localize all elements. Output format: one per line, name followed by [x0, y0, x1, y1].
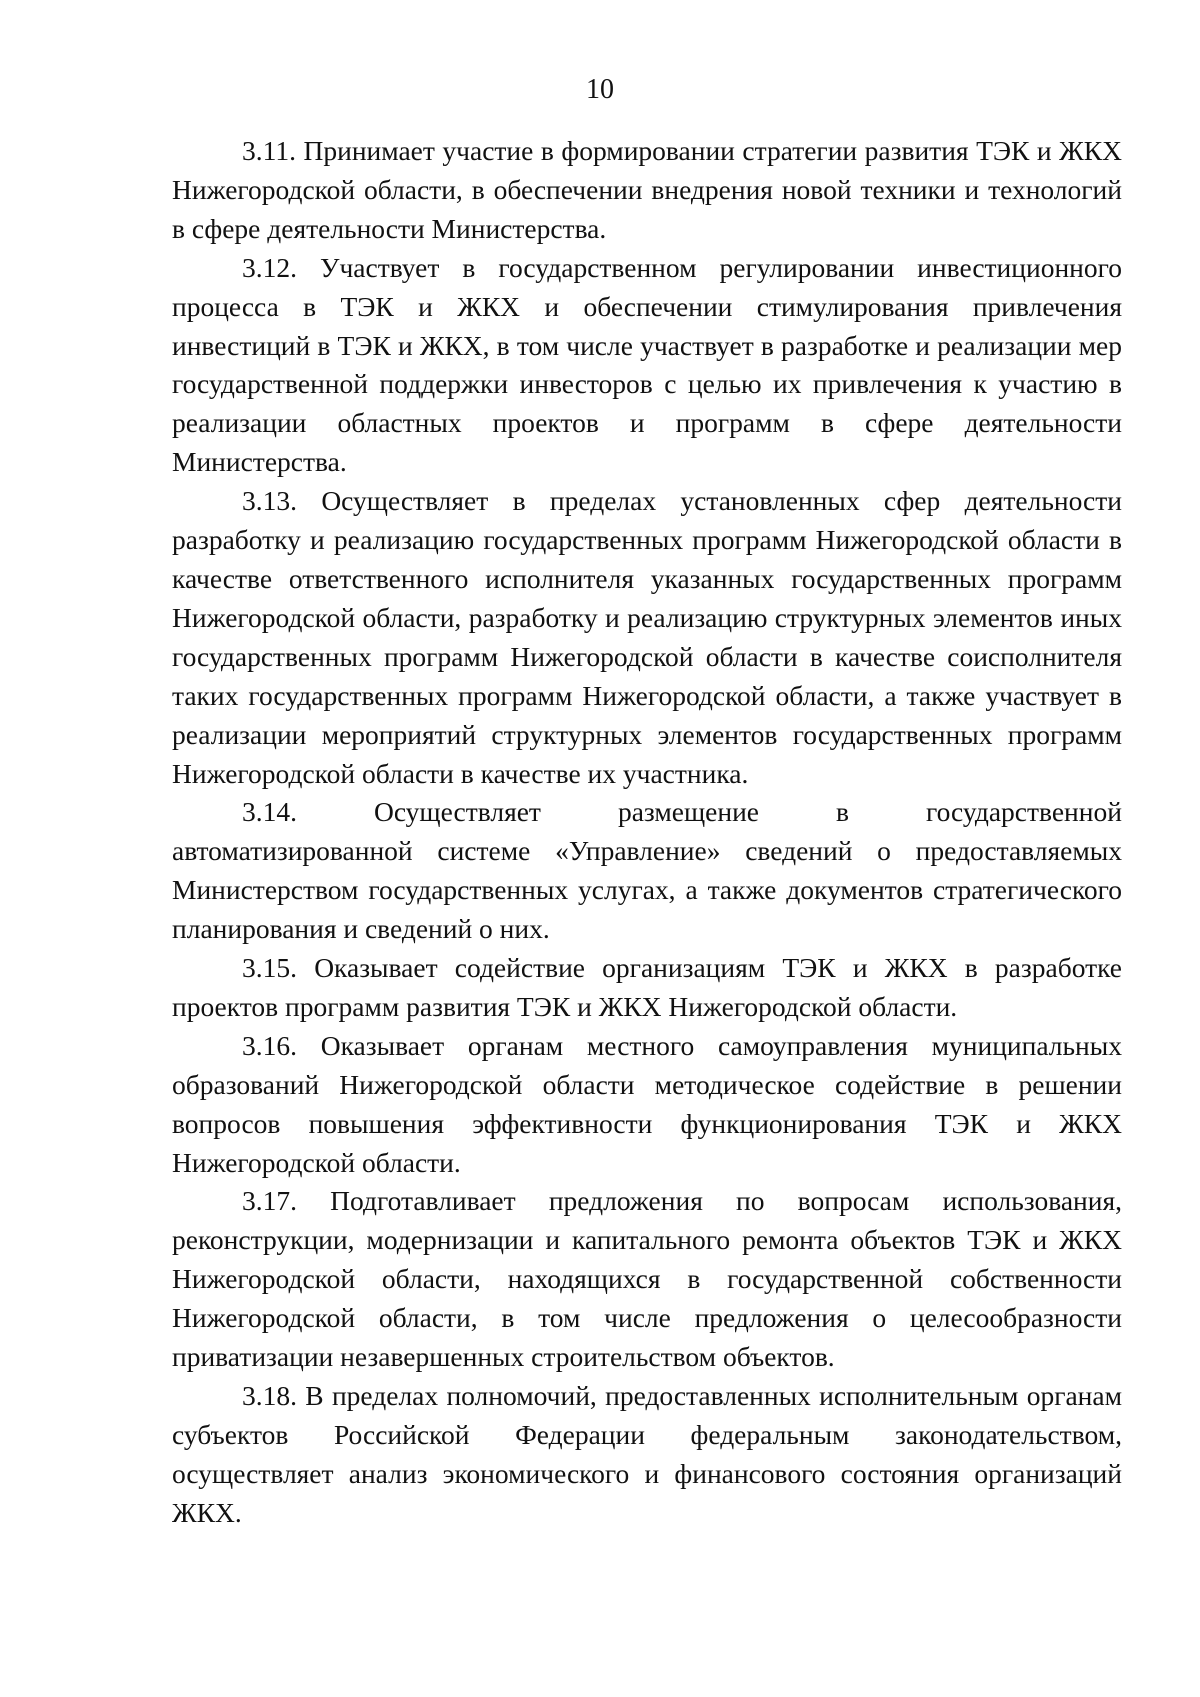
paragraph-3-14-first-line: [172, 793, 1122, 832]
paragraph-3-16: 3.16. Оказывает органам местного самоуправления муниципальных образований Нижегородской области методическое содействие в решении вопросов повышения эффективности функционирования ТЭК и ЖКХ Нижегородской области.: [172, 1029, 1122, 1178]
paragraph-3-14-word: размещение: [617, 796, 759, 828]
paragraph-3-17: 3.17. Подготавливает предложения по вопросам использования, реконструкции, модернизации и капитального ремонта объектов ТЭК и ЖКХ Нижегородской области, находящихся в государственной собственности Нижегородской области, в том числе предложения о целесообразности приватизации незавершенных строительством объектов.: [172, 1185, 1122, 1373]
paragraph-3-12: 3.12. Участвует в государственном регулировании инвестиционного процесса в ТЭК и ЖКХ и обеспечении стимулирования привлечения инвестиций в ТЭК и ЖКХ, в том числе участвует в разработке и реализации мер государственной поддержки инвесторов с целью их привлечения к участию в реализации областных проектов и программ в сфере деятельности Министерства.: [172, 251, 1122, 478]
paragraph-3-13: 3.13. Осуществляет в пределах установленных сфер деятельности разработку и реализацию государственных программ Нижегородской области в качестве ответственного исполнителя указанных государственных программ Нижегородской области, разработку и реализацию структурных элементов иных государственных программ Нижегородской области в качестве соисполнителя таких государственных программ Нижегородской области, а также участвует в реализации мероприятий структурных элементов государственных программ Нижегородской области в качестве их участника.: [172, 485, 1122, 789]
paragraph-3-14-word: в: [835, 796, 849, 828]
paragraph-3-14-word: Осуществляет: [373, 796, 541, 828]
page-number: 10: [586, 74, 614, 105]
paragraph-3-18: 3.18. В пределах полномочий, предоставленных исполнительным органам субъектов Российской Федерации федеральным законодательством, осуществляет анализ экономического и финансового состояния организаций ЖКХ.: [172, 1380, 1122, 1528]
paragraph-3-14-word: 3.14.: [242, 796, 297, 828]
paragraph-3-14-word: государственной: [925, 796, 1122, 828]
paragraph-3-11: 3.11. Принимает участие в формировании стратегии развития ТЭК и ЖКХ Нижегородской области, в обеспечении внедрения новой техники и технологий в сфере деятельности Министерства.: [172, 135, 1122, 244]
document-body: [172, 132, 1122, 1533]
paragraph-3-15: 3.15. Оказывает содействие организациям ТЭК и ЖКХ в разработке проектов программ развития ТЭК и ЖКХ Нижегородской области.: [172, 952, 1122, 1022]
paragraph-3-14-rest: автоматизированной системе «Управление» сведений о предоставляемых Министерством государственных услугах, а также документов стратегического планирования и сведений о них.: [172, 835, 1122, 945]
paragraph-3-14: [172, 793, 1122, 949]
